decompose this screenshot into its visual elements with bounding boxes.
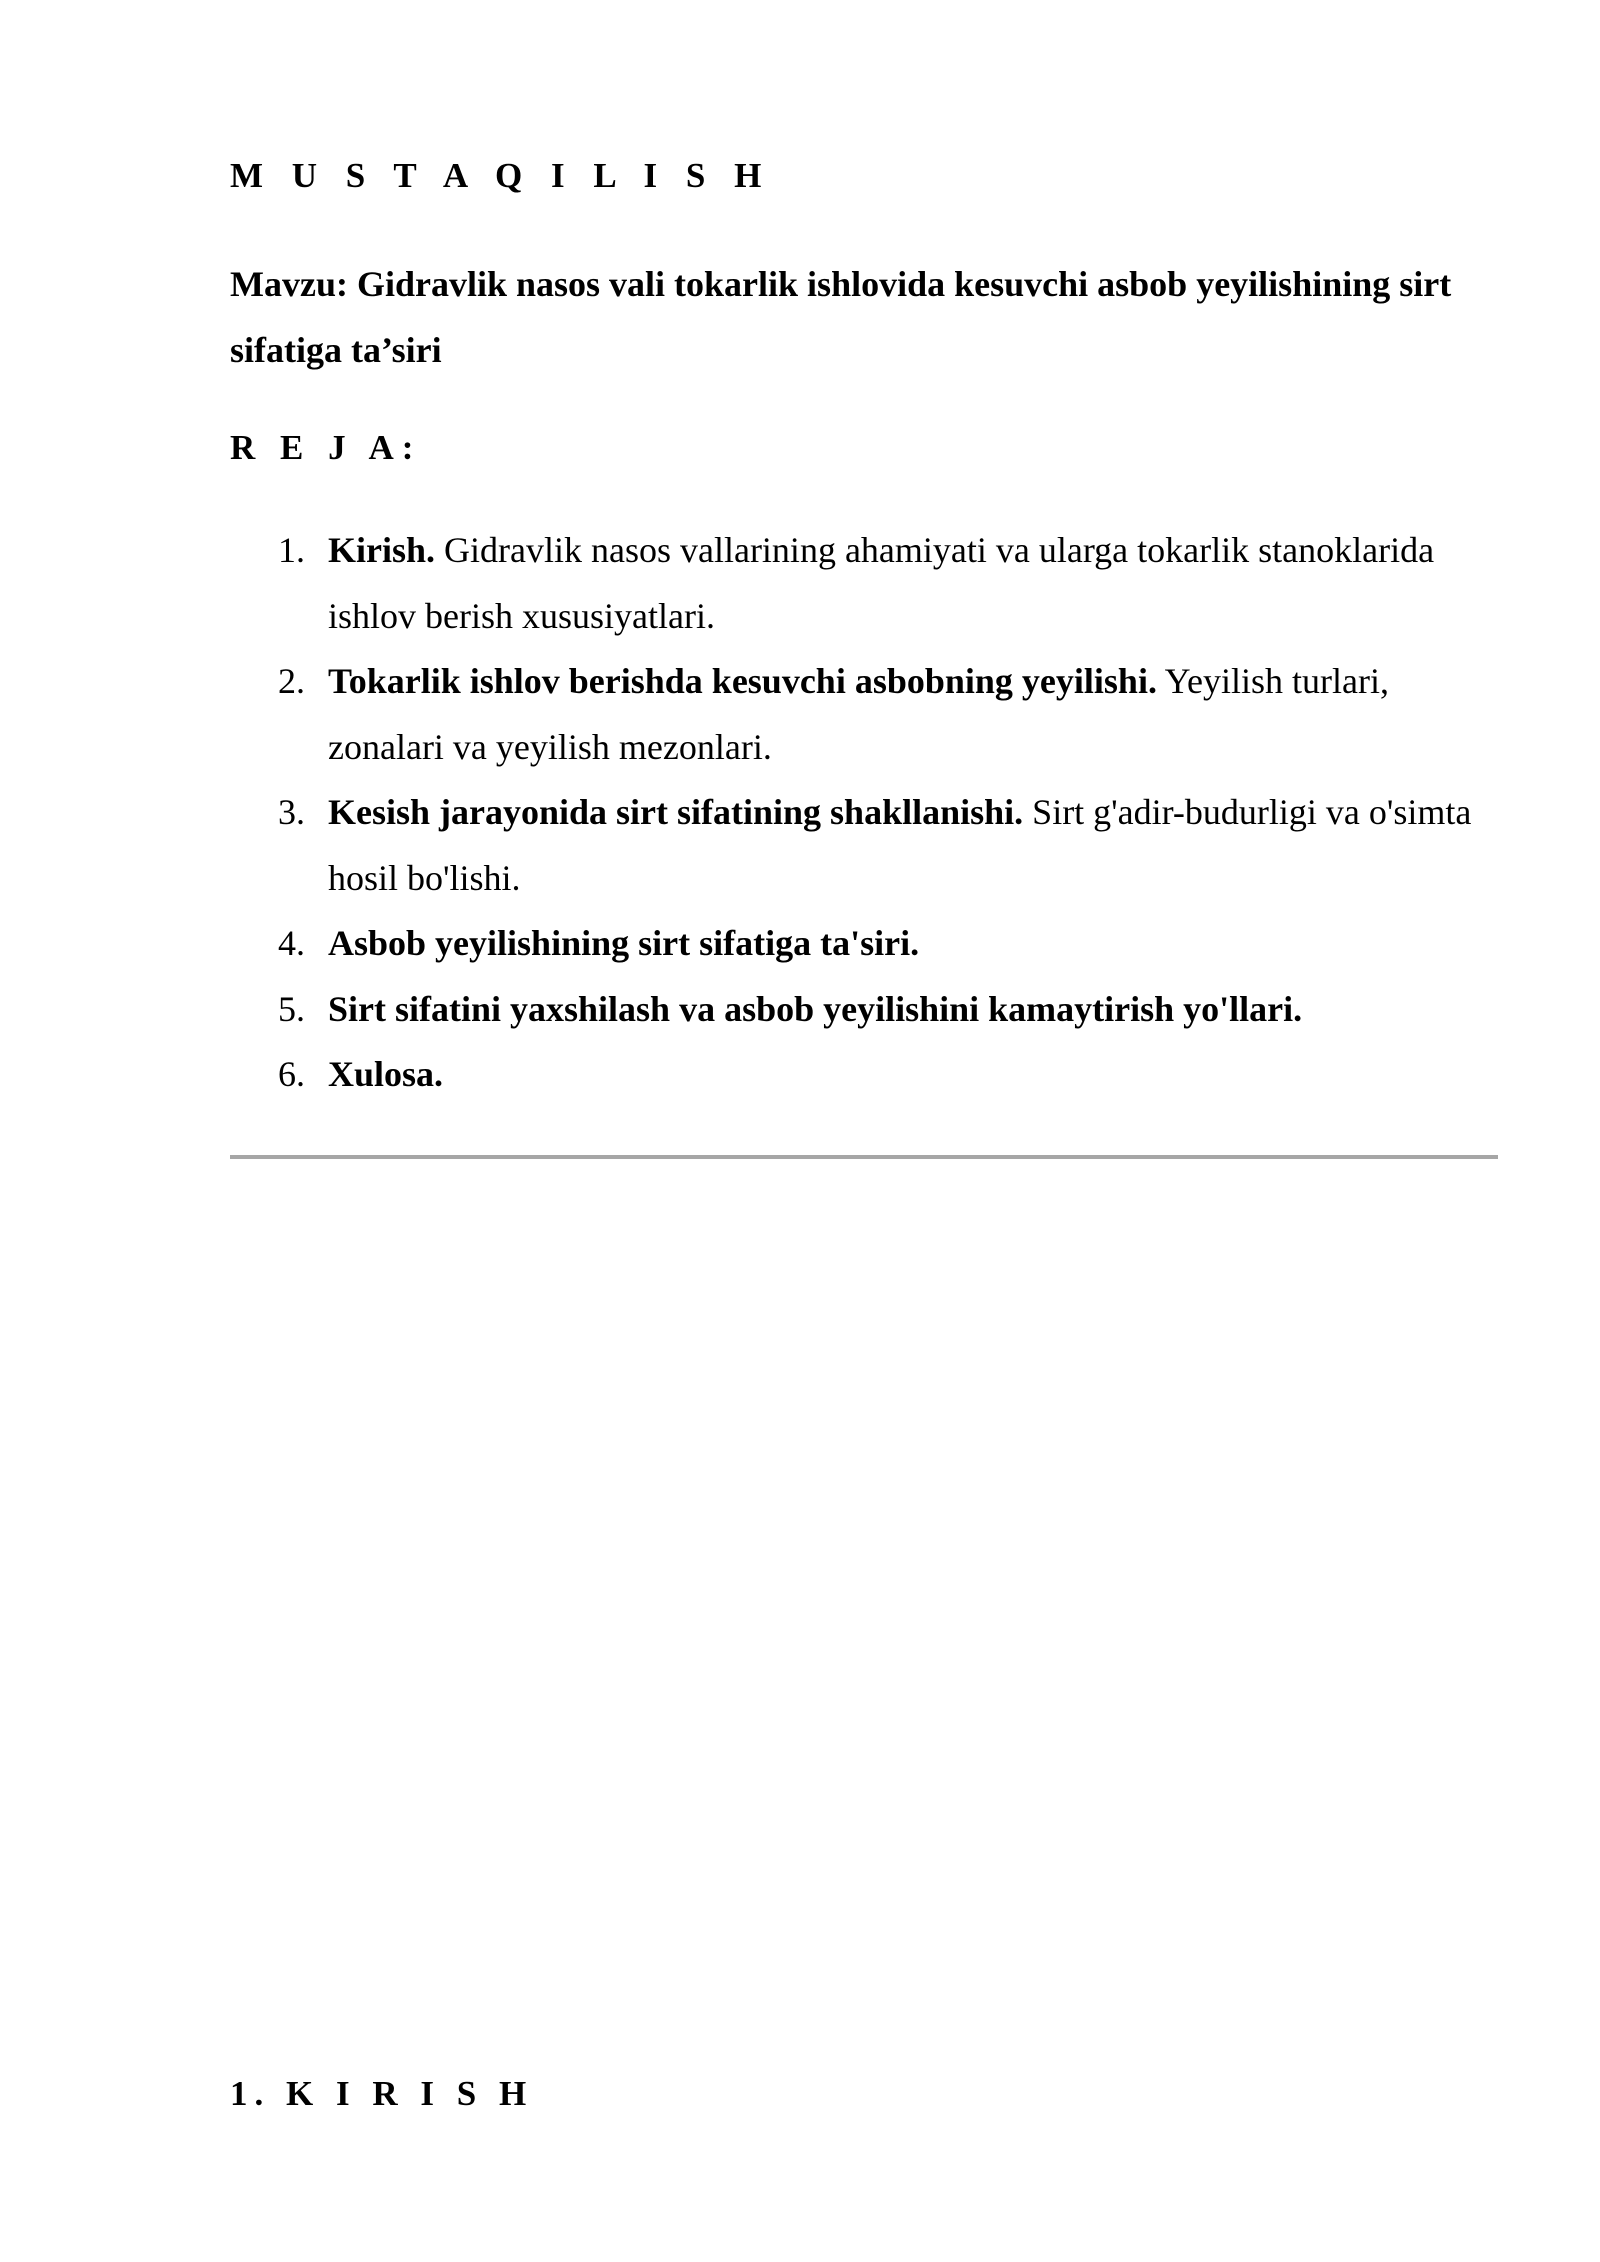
plan-item-number: 5. xyxy=(278,988,305,1029)
plan-item-title: Kesish jarayonida sirt sifatining shakllanishi. xyxy=(328,792,1024,832)
plan-item-number: 3. xyxy=(278,792,305,832)
plan-item xyxy=(230,977,1500,1043)
plan-item xyxy=(230,518,1500,649)
plan-item-text: Sirt g'adir-budurligi va o'simta hosil bo'lishi. xyxy=(328,792,1472,898)
plan-item-title: Xulosa. xyxy=(328,1054,444,1094)
section-heading-kirish: 1. K I R I S H xyxy=(230,2074,534,2113)
plan-item-number: 6. xyxy=(278,1054,305,1094)
plan-item xyxy=(230,780,1500,911)
plan-heading: R E J A: xyxy=(230,428,422,467)
plan-item-text: Yeyilish turlari, zonalari va yeyilish mezonlari. xyxy=(328,661,1389,767)
plan-item-number: 1. xyxy=(278,530,305,570)
document-title: M U S T A Q I L I S H xyxy=(230,156,772,195)
plan-item-title: Kirish. xyxy=(328,530,436,570)
plan-item-title: Tokarlik ishlov berishda kesuvchi asbobning yeyilishi. xyxy=(328,661,1157,701)
plan-item-number: 2. xyxy=(278,661,305,701)
plan-item xyxy=(230,911,1500,977)
plan-item-title: Sirt sifatini yaxshilash va asbob yeyilishini kamaytirish yo'llari. xyxy=(328,988,1303,1029)
plan-item-text: Gidravlik nasos vallarining ahamiyati va ularga tokarlik stanoklarida ishlov berish xususiyatlari. xyxy=(328,530,1435,636)
topic-title: Mavzu: Gidravlik nasos vali tokarlik ishlovida kesuvchi asbob yeyilishining sirt sifatiga ta’siri xyxy=(230,264,1452,370)
plan-list xyxy=(230,518,1500,1108)
horizontal-divider xyxy=(230,1155,1498,1159)
plan-item xyxy=(230,649,1500,780)
plan-item-title: Asbob yeyilishining sirt sifatiga ta'siri. xyxy=(328,923,920,963)
plan-item-number: 4. xyxy=(278,923,305,963)
plan-item xyxy=(230,1042,1500,1108)
